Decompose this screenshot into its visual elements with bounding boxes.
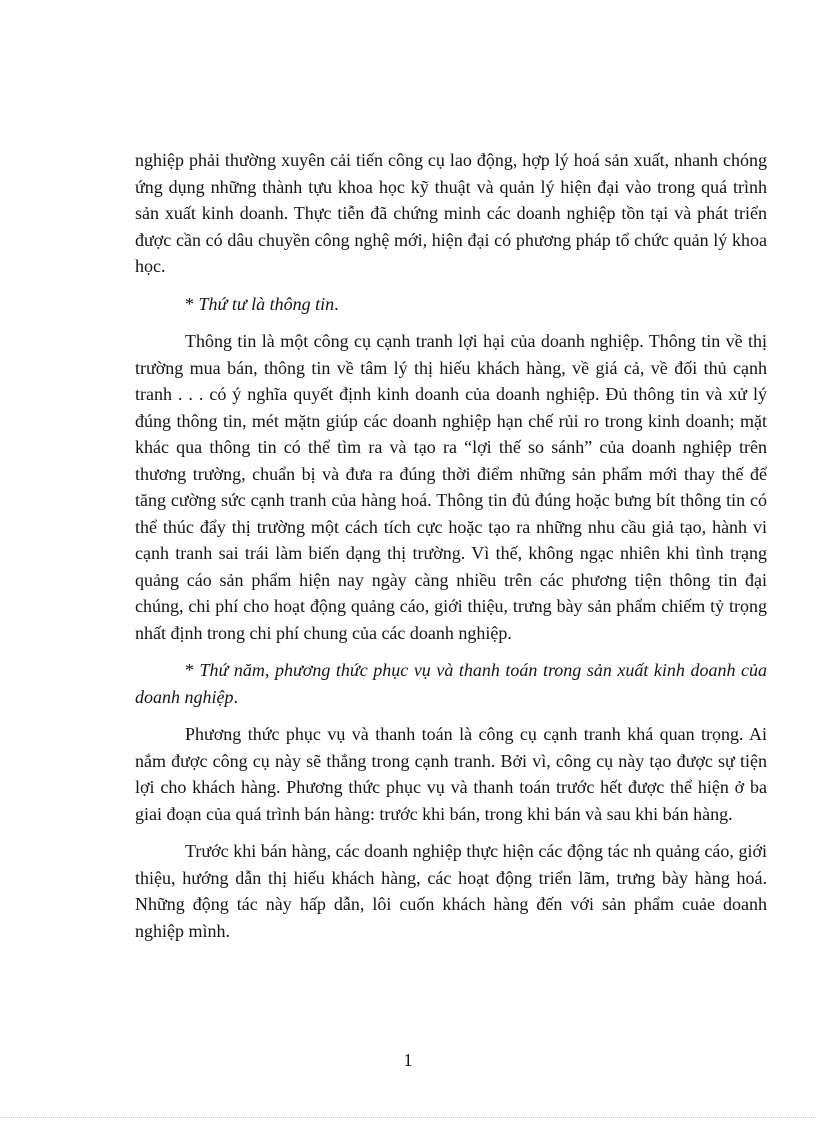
paragraph-continuation: nghiệp phải thường xuyên cải tiến công cụ lao động, hợp lý hoá sản xuất, nhanh chóng ứng dụng những thành tựu khoa học kỹ thuật và quản lý hiện đại vào trong quá trình sản xuất kinh doanh. Thực tiễn đã chứng minh các doanh nghiệp tồn tại và phát triển được cần có dâu chuyền công nghệ mới, hiện đại có phương pháp tổ chức quản lý khoa học. (135, 150, 767, 276)
heading-thu-tu (135, 291, 767, 318)
paragraph-truoc-khi-ban: Trước khi bán hàng, các doanh nghiệp thực hiện các động tác nh quảng cáo, giới thiệu, hướng dẫn thị hiếu khách hàng, các hoạt động triển lãm, trưng bày hàng hoá. Những động tác này hấp dẫn, lôi cuốn khách hàng đến với sản phẩm cuảe doanh nghiệp mình. (135, 841, 767, 941)
heading-prefix: * (185, 293, 199, 314)
heading-thu-nam (135, 657, 767, 710)
heading-text: Thứ tư là thông tin (198, 293, 335, 314)
heading-suffix: . (233, 686, 238, 707)
page-bottom-rule (0, 1117, 816, 1118)
paragraph-thong-tin: Thông tin là một công cụ cạnh tranh lợi hại của doanh nghiệp. Thông tin về thị trường mua bán, thông tin về tâm lý thị hiếu khách hàng, về giá cả, về đối thủ cạnh tranh . . . có ý nghĩa quyết định kinh doanh của doanh nghiệp. Đủ thông tin và xử lý đúng thông tin, mét mặtn giúp các doanh nghiệp hạn chế rủi ro trong kinh doanh; mặt khác qua thông tin có thể tìm ra và tạo ra “lợi thế so sánh” của doanh nghiệp trên thương trường, chuẩn bị và đưa ra đúng thời điểm những sản phẩm mới thay thế để tăng cường sức cạnh tranh của hàng hoá. Thông tin đủ đúng hoặc bưng bít thông tin có thể thúc đẩy thị trường một cách tích cực hoặc tạo ra những nhu cầu giả tạo, hành vi cạnh tranh sai trái làm biến dạng thị trường. Vì thế, không ngạc nhiên khi tình trạng quảng cáo sản phẩm hiện nay ngày càng nhiều trên các phương tiện thông tin đại chúng, chi phí cho hoạt động quảng cáo, giới thiệu, trưng bày sản phẩm chiếm tỷ trọng nhất định trong chi phí chung của các doanh nghiệp. (135, 331, 767, 643)
paragraph-phuong-thuc: Phương thức phục vụ và thanh toán là công cụ cạnh tranh khá quan trọng. Ai nắm được công cụ này sẽ thắng trong cạnh tranh. Bởi vì, công cụ này tạo được sự tiện lợi cho khách hàng. Phương thức phục vụ và thanh toán trước hết được thể hiện ở ba giai đoạn của quá trình bán hàng: trước khi bán, trong khi bán và sau khi bán hàng. (135, 724, 767, 824)
heading-text: Thứ năm, phương thức phục vụ và thanh toán trong sản xuất kinh doanh của doanh nghiệp (135, 660, 768, 707)
page-number: 1 (403, 1050, 413, 1070)
heading-suffix: . (334, 293, 339, 314)
document-page (135, 147, 767, 955)
heading-prefix: * (185, 660, 200, 680)
